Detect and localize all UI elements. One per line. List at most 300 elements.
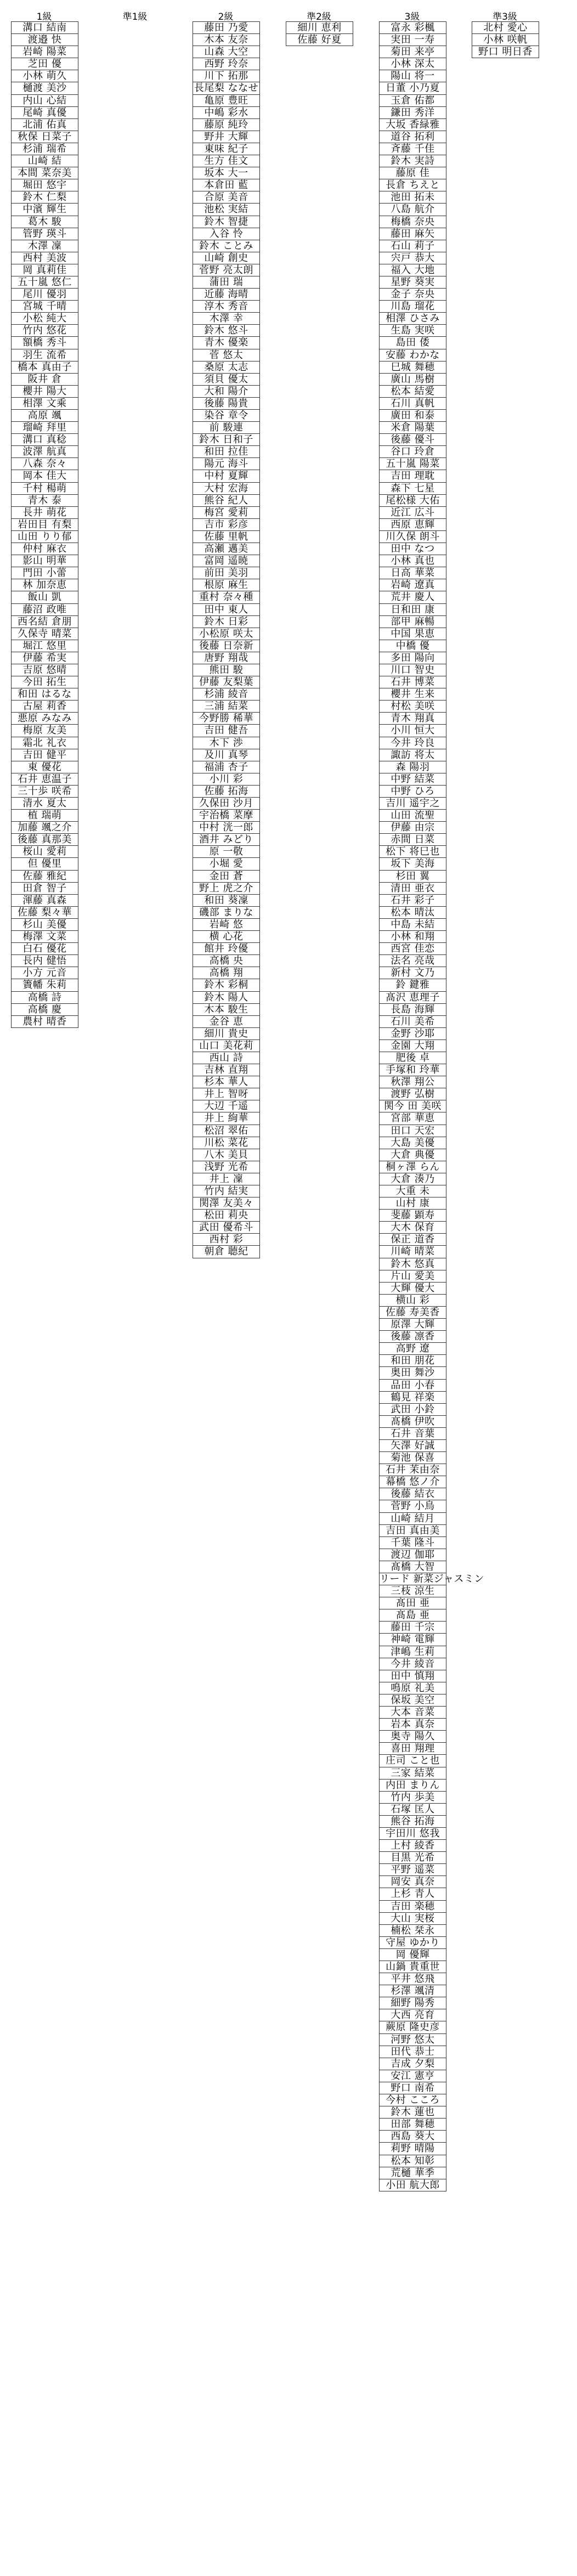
name-cell: 大西 亮育 [380,2009,446,2021]
name-cell: 千葉 隆斗 [380,1537,446,1549]
name-cell: 髙島 亜 [380,1609,446,1622]
name-cell: 鈴木 悠斗 [193,325,259,337]
name-cell: 諏訪 将太 [380,749,446,761]
name-cell: 岡 優輝 [380,1949,446,1961]
name-cell: 本倉田 藍 [193,179,259,191]
name-cell: 河野 悠太 [380,2034,446,2046]
name-cell: 三十歩 咲希 [12,786,78,798]
name-cell: 安江 憲亨 [380,2070,446,2082]
name-cell: 唐野 翔哉 [193,652,259,664]
name-cell: 小川 彩 [193,773,259,786]
name-cell: 仲村 麻衣 [12,543,78,555]
name-cell: 合原 美音 [193,191,259,204]
name-cell: 小林 真也 [380,555,446,567]
name-cell: 守屋 ゆかり [380,1937,446,1949]
name-cell: 片山 愛美 [380,1270,446,1283]
name-cell: 大辺 千遥 [193,1100,259,1112]
name-cell: 髙橋 伊吹 [380,1416,446,1428]
name-cell: 西名結 倉朋 [12,616,78,628]
name-cell: 青木 翔真 [380,713,446,725]
name-cell: 鈴木 実詩 [380,155,446,167]
name-cell: 内田 まりん [380,1780,446,1792]
name-cell: 波澤 航真 [12,446,78,458]
name-cell: 佐藤 好夏 [286,34,353,46]
name-cell: 小林 和翔 [380,931,446,943]
name-cell: 阪井 倉 [12,374,78,386]
name-cell: 坂本 大一 [193,167,259,179]
name-cell: 菊池 保喜 [380,1452,446,1464]
name-cell: 金野 沙耶 [380,1028,446,1040]
name-cell: 新村 文乃 [380,967,446,979]
name-cell: 石井 彩子 [380,895,446,907]
name-cell: 松沼 翠佑 [193,1125,259,1137]
name-cell: 伊藤 由宗 [380,822,446,834]
name-cell: 尾松様 大佑 [380,495,446,507]
name-cell: 藤沼 政唯 [12,604,78,616]
name-cell: 大本 音菜 [380,1707,446,1719]
name-cell: 和田 朋花 [380,1355,446,1367]
name-cell: 山村 康 [380,1197,446,1210]
name-cell: 岡 真莉佳 [12,264,78,276]
name-cell: 尾崎 真優 [12,107,78,119]
name-cell: リード 新菜ジャスミン [380,1573,484,1585]
name-cell: 生方 佳文 [193,155,259,167]
name-cell: 朝倉 聴紀 [193,1246,259,1258]
name-cell: 伊藤 希実 [12,652,78,664]
name-cell: 玉倉 佑都 [380,95,446,107]
name-cell: 米倉 陽葉 [380,422,446,434]
name-cell: 森下 七星 [380,483,446,495]
name-cell: 五十嵐 悠仁 [12,276,78,289]
name-cell: 清水 夏太 [12,798,78,810]
name-cell: 肥後 卓 [380,1052,446,1064]
name-cell: 相澤 文乘 [12,398,78,410]
name-cell: 上村 綾香 [380,1840,446,1852]
name-cell: 荒井 慶人 [380,591,446,603]
name-cell: 菅野 亮太朗 [193,264,259,276]
name-cell: 道谷 拓利 [380,131,446,143]
name-cell: 鈴 鍵雅 [380,979,446,991]
name-cell: 後藤 日奈新 [193,640,259,652]
name-cell: 井上 智呀 [193,1088,259,1100]
name-cell: 鎌田 秀洋 [380,107,446,119]
name-cell: 三枝 涼生 [380,1585,446,1597]
name-cell: 田代 恭士 [380,2046,446,2058]
name-cell: 芝田 優 [12,58,78,70]
name-cell: 田中 なつ [380,543,446,555]
name-cell: 鳴原 礼美 [380,1682,446,1694]
name-cell: 杉浦 綾音 [193,688,259,701]
name-cell: 西村 彩 [193,1234,259,1246]
name-cell: 大島 美優 [380,1137,446,1149]
name-cell: 大和 陽介 [193,386,259,398]
name-cell: 堀江 悠里 [12,640,78,652]
name-cell: 廣山 馬樹 [380,374,446,386]
name-cell: 西野 玲奈 [193,58,259,70]
name-cell: 須貝 優太 [193,374,259,386]
name-cell: 川下 拓那 [193,70,259,82]
column-header-jun3kyu: 準3級 [493,12,517,22]
name-cell: 梅橋 奈央 [380,216,446,228]
name-cell: 橋本 真由子 [12,361,78,374]
name-cell: 関澤 友美々 [193,1197,259,1210]
name-cell: 岡本 佳大 [12,470,78,482]
name-cell: 熊谷 拓海 [380,1816,446,1828]
name-cell: 中橋 優 [380,640,446,652]
name-cell: 部甲 麻暢 [380,616,446,628]
name-cell: 渡邉 快 [12,34,78,46]
name-cell: 桐ヶ澤 らん [380,1161,446,1173]
name-cell: 久保田 沙月 [193,798,259,810]
name-cell: 田部 舞穂 [380,2119,446,2131]
name-cell: 廣田 和泰 [380,410,446,422]
name-cell: 桜山 愛莉 [12,846,78,858]
name-cell: 野口 南希 [380,2082,446,2094]
name-cell: 保正 道香 [380,1234,446,1246]
name-cell: 山崎 結 [12,155,78,167]
name-cell: 松下 将巳也 [380,846,446,858]
name-cell: 多田 陽向 [380,652,446,664]
name-cell: 杉澤 颯清 [380,1985,446,1997]
name-list-jun3kyu [472,21,539,58]
name-cell: 島田 倭 [380,337,446,349]
name-cell: 近江 広斗 [380,507,446,519]
name-cell: 横山 彩 [380,1295,446,1307]
name-cell: 高原 颯 [12,410,78,422]
name-cell: 蒲田 瑞 [193,276,259,289]
name-cell: 吉田 真由美 [380,1525,446,1537]
column-header-jun2kyu: 準2級 [307,12,331,22]
name-cell: 淳木 秀音 [193,301,259,313]
name-cell: 磯部 まりな [193,907,259,919]
name-cell: 後藤 優斗 [380,434,446,446]
name-cell: 石井 博菜 [380,676,446,688]
name-cell: 幕橋 悠ノ介 [380,1476,446,1488]
name-cell: 悪原 みなみ [12,713,78,725]
name-cell: 杉浦 瑞希 [12,143,78,155]
name-cell: 内山 心結 [12,95,78,107]
name-cell: 亀原 豊旺 [193,95,259,107]
name-cell: 五十嵐 陽菜 [380,458,446,470]
name-cell: 前 駿連 [193,422,259,434]
name-cell: 菅 悠太 [193,349,259,361]
name-cell: 小方 元音 [12,967,78,979]
name-cell: 大倉 湊乃 [380,1173,446,1185]
name-cell: 今井 玲良 [380,737,446,749]
name-cell: 石川 美希 [380,1016,446,1028]
name-cell: 佐藤 梨々華 [12,907,78,919]
name-cell: 平野 遥菜 [380,1864,446,1876]
name-cell: 髙沢 恵理子 [380,992,446,1004]
name-cell: 梅宮 愛莉 [193,507,259,519]
name-cell: 小林 萌久 [12,70,78,82]
name-cell: 池田 拓未 [380,191,446,204]
name-cell: 吉成 夕梨 [380,2058,446,2070]
name-cell: 西島 葵大 [380,2131,446,2143]
name-cell: 熊田 駿 [193,664,259,676]
name-cell: 佐藤 拓海 [193,786,259,798]
name-cell: 今田 拓生 [12,676,78,688]
name-cell: 但 優里 [12,858,78,870]
name-cell: 原澤 大輝 [380,1319,446,1331]
name-cell: 宍戸 恭大 [380,252,446,264]
name-cell: 木澤 凜 [12,240,78,252]
name-cell: 喜田 翔理 [380,1743,446,1755]
name-cell: 後藤 凛香 [380,1331,446,1343]
column-header-jun1kyu: 準1級 [122,12,148,22]
name-cell: 長倉 ちえと [380,179,446,191]
name-cell: 岩崎 遼真 [380,579,446,591]
name-cell: 藤原 佳 [380,167,446,179]
name-cell: 田中 慎翔 [380,1670,446,1682]
name-cell: 武田 小鈴 [380,1404,446,1416]
name-cell: 梅原 友美 [12,725,78,737]
name-cell: 富岡 遥暁 [193,555,259,567]
name-cell: 高瀬 邁美 [193,543,259,555]
name-cell: 吉田 健平 [12,749,78,761]
name-cell: 鈴木 日和子 [193,434,259,446]
name-cell: 松田 莉央 [193,1210,259,1222]
name-cell: 平井 悠飛 [380,1973,446,1985]
name-cell: 高橋 央 [193,955,259,967]
name-cell: 高橋 詩 [12,992,78,1004]
name-cell: 宮城 千晴 [12,301,78,313]
name-cell: 森 陽羽 [380,761,446,773]
name-cell: 青木 優楽 [193,337,259,349]
name-cell: 小田 航大郎 [380,2179,446,2191]
name-cell: 山田 りり郁 [12,531,78,543]
name-cell: 梅澤 文菜 [12,931,78,943]
name-cell: 大倉 典優 [380,1149,446,1161]
name-cell: 津嶋 生莉 [380,1646,446,1658]
name-cell: 三浦 結菜 [193,701,259,713]
name-cell: 簀幡 朱莉 [12,979,78,991]
name-cell: 本間 菜奈美 [12,167,78,179]
name-cell: 中野 ひろ [380,786,446,798]
name-cell: 大坂 香緑雅 [380,119,446,131]
name-cell: 髙田 亜 [380,1597,446,1609]
name-cell: 井上 凜 [193,1173,259,1185]
name-cell: 奥寺 陽久 [380,1731,446,1743]
name-cell: 陽元 海斗 [193,458,259,470]
name-cell: 吉田 楽穂 [380,1901,446,1913]
name-cell: 荒樋 華季 [380,2167,446,2179]
name-cell: 蕨原 隆史彦 [380,2021,446,2033]
name-cell: 石井 恵温子 [12,773,78,786]
name-cell: 山田 流聖 [380,810,446,822]
column-header-3kyu: 3級 [404,12,420,22]
name-cell: 今井 綾音 [380,1658,446,1670]
name-cell: 小松原 咲太 [193,628,259,640]
name-cell: 木本 駿生 [193,1004,259,1016]
name-cell: 長井 萌花 [12,507,78,519]
name-cell: 根原 麻生 [193,579,259,591]
name-cell: 品田 小春 [380,1380,446,1392]
name-cell: 今村 こころ [380,2094,446,2106]
name-cell: 髙橋 大智 [380,1561,446,1573]
name-cell: 渾藤 真森 [12,895,78,907]
name-cell: 及川 真琴 [193,749,259,761]
name-cell: 門田 小蕾 [12,567,78,579]
name-cell: 田倉 智子 [12,883,78,895]
name-cell: 農村 晴香 [12,1016,78,1028]
name-cell: 宇田川 悠我 [380,1828,446,1840]
name-cell: 中村 夏輝 [193,470,259,482]
name-cell: 金田 蒼 [193,871,259,883]
name-cell: 小川 恒大 [380,725,446,737]
name-cell: 金園 大翔 [380,1040,446,1052]
name-cell: 実田 一寿 [380,34,446,46]
name-cell: 久保寺 晴菜 [12,628,78,640]
name-cell: 川口 智史 [380,664,446,676]
name-cell: 細川 恵利 [286,22,353,34]
name-cell: 法名 亮哉 [380,955,446,967]
name-cell: 石山 莉子 [380,240,446,252]
name-cell: 千村 楊萌 [12,483,78,495]
name-cell: 岩崎 陽菜 [12,46,78,58]
name-cell: 金子 奈央 [380,289,446,301]
name-cell: 藤田 千宗 [380,1622,446,1634]
name-cell: 福浦 杏子 [193,761,259,773]
name-cell: 相澤 ひさみ [380,313,446,325]
name-cell: 高橋 慶 [12,1004,78,1016]
name-cell: 石塚 匡人 [380,1804,446,1816]
name-cell: 莉野 晴陽 [380,2143,446,2155]
name-cell: 三家 結菜 [380,1767,446,1780]
name-cell: 中島 未結 [380,919,446,931]
name-cell: 野井 大輝 [193,131,259,143]
name-cell: 菊田 来亭 [380,46,446,58]
name-cell: 巳城 舞穂 [380,361,446,374]
name-list-3kyu [379,21,484,2191]
name-cell: 大村 宏海 [193,483,259,495]
name-cell: 渡野 弘樹 [380,1088,446,1100]
name-cell: 細野 陽秀 [380,1997,446,2009]
column-header-1kyu: 1級 [36,12,52,22]
name-cell: 中野 結菜 [380,773,446,786]
name-cell: 吉田 理耽 [380,470,446,482]
name-cell: 鈴木 彩桐 [193,979,259,991]
name-cell: 石井 茉由奈 [380,1464,446,1476]
name-cell: 大輝 優大 [380,1283,446,1295]
name-cell: 溝口 真稔 [12,434,78,446]
name-cell: 尾川 優羽 [12,289,78,301]
name-cell: 西原 恵輝 [380,519,446,531]
name-cell: 井上 絢華 [193,1112,259,1125]
name-cell: 川島 瑠花 [380,301,446,313]
name-cell: 上杉 青人 [380,1888,446,1900]
name-cell: 秋保 日菜子 [12,131,78,143]
name-cell: 山口 美花莉 [193,1040,259,1052]
name-cell: 大木 保育 [380,1222,446,1234]
name-cell: 東 優花 [12,761,78,773]
name-cell: 鈴木 ことみ [193,240,259,252]
name-cell: 手塚和 玲華 [380,1064,446,1076]
name-cell: 鶴見 祥楽 [380,1392,446,1404]
name-cell: 関今 田 美咲 [380,1100,446,1112]
name-cell: 松本 晴汰 [380,907,446,919]
name-cell: 鈴木 悠真 [380,1258,446,1270]
name-cell: 奥田 舞沙 [380,1367,446,1379]
name-cell: 加藤 颯之介 [12,822,78,834]
name-cell: 田口 天宏 [380,1125,446,1137]
name-cell: 原 一敬 [193,846,259,858]
name-cell: 西山 詩 [193,1052,259,1064]
name-cell: 岩田目 有梨 [12,519,78,531]
name-cell: 樋渡 美沙 [12,82,78,94]
name-cell: 前田 美羽 [193,567,259,579]
name-cell: 植 瑞萌 [12,810,78,822]
name-cell: 後藤 真那美 [12,834,78,846]
name-cell: 岡安 真奈 [380,1876,446,1888]
name-cell: 霜北 礼衣 [12,737,78,749]
name-cell: 木下 渉 [193,737,259,749]
name-cell: 鈴木 陽人 [193,992,259,1004]
name-cell: 野口 明日香 [472,46,539,58]
name-cell: 山森 大空 [193,46,259,58]
name-cell: 吉田 健吾 [193,725,259,737]
name-cell: 重村 奈々種 [193,591,259,603]
name-cell: 山崎 結月 [380,1513,446,1525]
name-cell: 安藤 わかな [380,349,446,361]
name-cell: 西村 美波 [12,252,78,264]
name-cell: 近藤 海晴 [193,289,259,301]
name-cell: 宮部 華恵 [380,1112,446,1125]
name-cell: 秋澤 翔公 [380,1076,446,1088]
name-cell: 中濱 輝生 [12,204,78,216]
name-cell: 和田 はるな [12,688,78,701]
name-cell: 赤間 日菜 [380,834,446,846]
column-header-2kyu: 2級 [218,12,234,22]
name-cell: 石井 音葉 [380,1428,446,1440]
name-cell: 館井 玲優 [193,943,259,955]
name-cell: 横 心花 [193,931,259,943]
name-cell: 和田 葵凜 [193,895,259,907]
name-cell: 清田 亜衣 [380,883,446,895]
name-cell: 村松 美咲 [380,701,446,713]
name-cell: 竹内 悠花 [12,325,78,337]
name-cell: 山鍋 貴重世 [380,1961,446,1973]
name-cell: 山崎 創史 [193,252,259,264]
name-cell: 日和田 康 [380,604,446,616]
name-cell: 入谷 怜 [193,228,259,240]
name-cell: 今野勝 稀華 [193,713,259,725]
name-cell: 古屋 莉香 [12,701,78,713]
name-cell: 中国 果恵 [380,628,446,640]
name-cell: 富永 彩楓 [380,22,446,34]
name-cell: 八島 航介 [380,204,446,216]
name-cell: 東味 紀子 [193,143,259,155]
name-cell: 西宮 佳恋 [380,943,446,955]
name-cell: 生島 実咲 [380,325,446,337]
name-cell: 吉市 彩彦 [193,519,259,531]
name-cell: 川松 菜花 [193,1137,259,1149]
name-cell: 吉原 悠晴 [12,664,78,676]
name-cell: 小松 純大 [12,313,78,325]
name-cell: 管野 瑛斗 [12,228,78,240]
name-cell: 大山 実桜 [380,1913,446,1925]
name-cell: 保坂 美空 [380,1694,446,1707]
name-cell: 坂下 美海 [380,858,446,870]
name-cell: 佐藤 里帆 [193,531,259,543]
name-cell: 高橋 翔 [193,967,259,979]
name-cell: 岩崎 悠 [193,919,259,931]
name-cell: 櫻井 陽大 [12,386,78,398]
name-cell: 川崎 晴菜 [380,1246,446,1258]
name-cell: 庄司 こと也 [380,1755,446,1767]
name-cell: 野上 虎之介 [193,883,259,895]
name-cell: 飯山 凱 [12,591,78,603]
